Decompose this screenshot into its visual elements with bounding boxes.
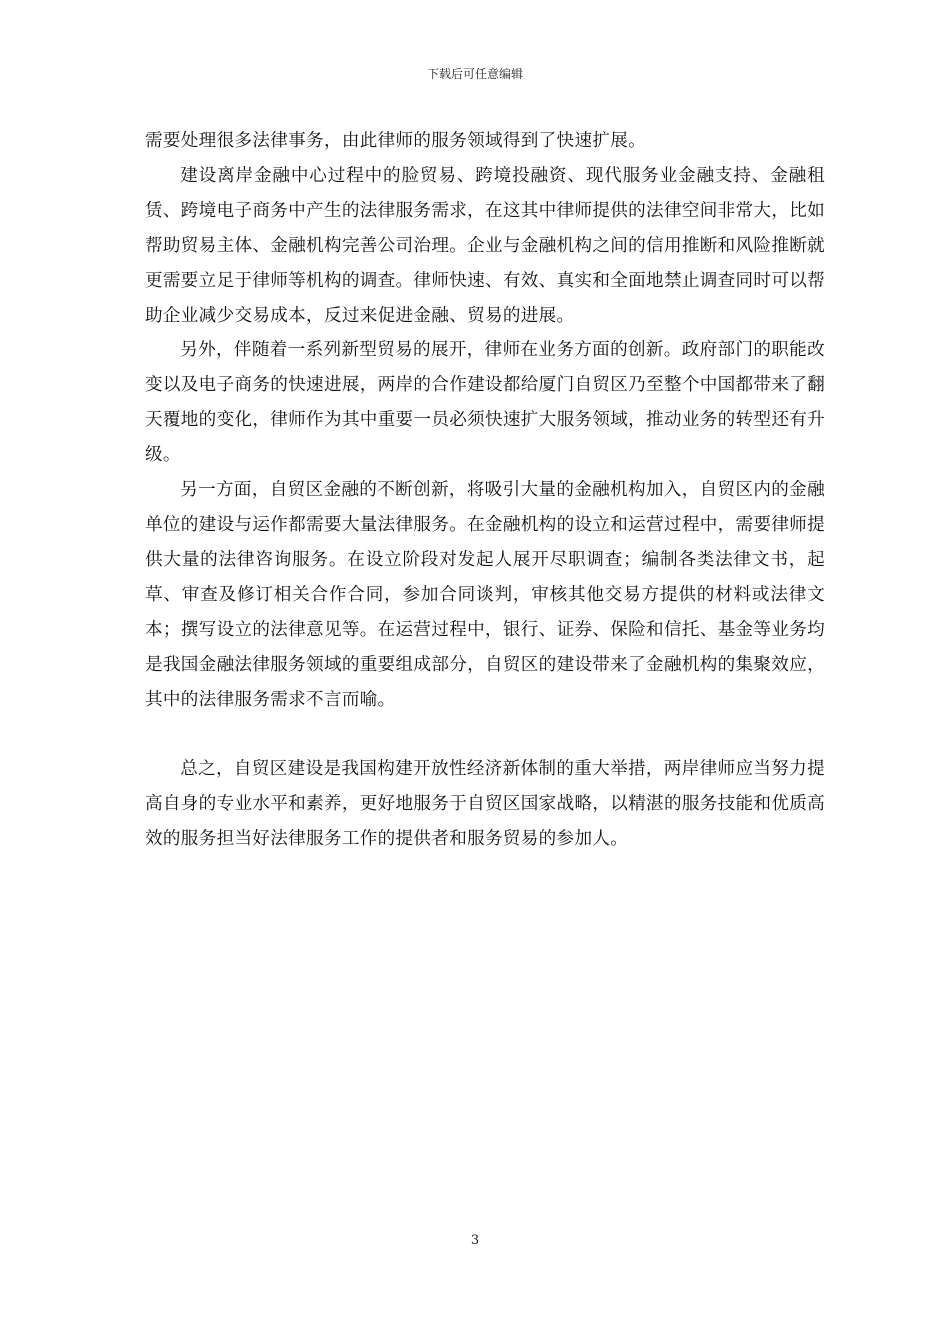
paragraph-offshore-finance: 建设离岸金融中心过程中的脸贸易、跨境投融资、现代服务业金融支持、金融租赁、跨境电子商务中产生的法律服务需求，在这其中律师提供的法律空间非常大，比如帮助贸易主体、金融机构完善公司治理。企业与金融机构之间的信用推断和风险推断就更需要立足于律师等机构的调查。律师快速、有效、真实和全面地禁止调查同时可以帮助企业减少交易成本，反过来促进金融、贸易的进展。 [145, 165, 825, 326]
paragraph-financial-innovation: 另一方面，自贸区金融的不断创新，将吸引大量的金融机构加入，自贸区内的金融单位的建设与运作都需要大量法律服务。在金融机构的设立和运营过程中，需要律师提供大量的法律咨询服务。在设立阶段对发起人展开尽职调查；编制各类法律文书，起草、审查及修订相关合作合同，参加合同谈判，审核其他交易方提供的材料或法律文本；撰写设立的法律意见等。在运营过程中，银行、证券、保险和信托、基金等业务均是我国金融法律服务领域的重要组成部分，自贸区的建设带来了金融机构的集聚效应，其中的法律服务需求不言而喻。 [145, 480, 825, 710]
paragraph-spacer [145, 717, 825, 752]
page-header: 下载后可任意编辑 [426, 67, 523, 81]
page-number: 3 [470, 1233, 480, 1248]
document-body [145, 124, 825, 857]
paragraph-conclusion: 总之，自贸区建设是我国构建开放性经济新体制的重大举措，两岸律师应当努力提高自身的专业水平和素养，更好地服务于自贸区国家战略，以精湛的服务技能和优质高效的服务担当好法律服务工作的提供者和服务贸易的参加人。 [145, 759, 825, 850]
paragraph-continuation: 需要处理很多法律事务，由此律师的服务领域得到了快速扩展。 [145, 131, 647, 151]
paragraph-new-trade: 另外，伴随着一系列新型贸易的展开，律师在业务方面的创新。政府部门的职能改变以及电子商务的快速进展，两岸的合作建设都给厦门自贸区乃至整个中国都带来了翻天覆地的变化，律师作为其中重要一员必须快速扩大服务领域，推动业务的转型还有升级。 [145, 340, 825, 466]
